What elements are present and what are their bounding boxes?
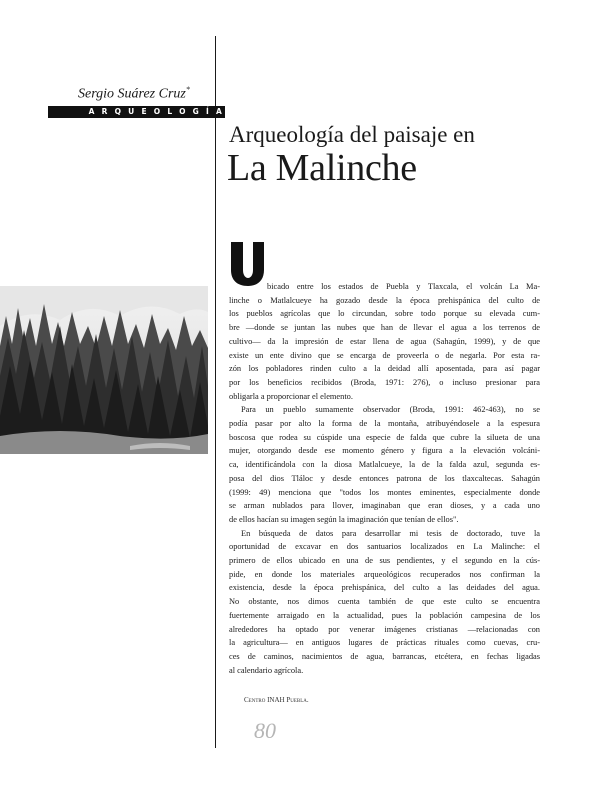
- body-line: se arman nublados para llover, imaginaban que eran dioses, y a cada uno: [229, 501, 540, 511]
- page-number: 80: [254, 718, 276, 743]
- vertical-rule: [215, 36, 216, 748]
- body-line: No obstante, nos dimos cuenta también de que este culto se encuentra: [229, 597, 540, 607]
- forest-photo: [0, 286, 208, 454]
- body-line: existe un ente divino que se encarga de proveerla o de negarla. Por esta ra-: [229, 350, 540, 360]
- section-banner: [48, 106, 229, 118]
- body-line: existencia, desde la época prehispánica, del culto a las deidades del agua.: [229, 583, 540, 593]
- body-line: podía pasar por alto la forma de la montaña, atribuyéndosele a la espesura: [229, 419, 540, 429]
- body-line: al calendario agrícola.: [229, 665, 304, 675]
- body-line: En búsqueda de datos para desarrollar mi tesis de doctorado, tuve la: [241, 528, 540, 538]
- body-line: la agricultura— en antiguos lugares de prácticas rituales como cuevas, cru-: [229, 638, 540, 648]
- body-line: linche o Matlalcueye ha gozado desde la época prehispánica del culto de: [229, 295, 540, 305]
- body-line: bre —donde se juntan las nubes que han de llevar el agua a los terrenos de: [229, 323, 540, 333]
- body-line: obligarla a proporcionar el elemento.: [229, 391, 353, 401]
- article-title-line-1: Arqueología del paisaje en: [229, 122, 475, 147]
- body-line: ces de caminos, nacimientos de agua, barrancas, etcétera, en fechas ligadas: [229, 651, 540, 661]
- body-line: oportunidad de excavar en dos santuarios localizados en La Malinche: el: [229, 542, 540, 552]
- body-line: mujer, otorgando desde ese momento género y figura a la elevación volcáni-: [229, 446, 540, 456]
- author-name: Sergio Suárez Cruz*: [78, 85, 190, 102]
- body-line: los pueblos agrícolas que lo circundan, sobre todo porque su elevada cum-: [229, 309, 540, 319]
- body-line: pide, en donde los materiales arqueológicos recuperados nos confirman la: [229, 569, 540, 579]
- body-line: fuertemente arraigado en la actualidad, pues la población campesina de los: [229, 610, 540, 620]
- article-title-line-2: La Malinche: [227, 147, 417, 189]
- body-line: boscosa que rodea su cúspide una especie de falda que cubre la silueta de una: [229, 432, 540, 442]
- body-line: alrededores ha optado por venerar imágenes cristianas —relacionadas con: [229, 624, 540, 634]
- body-line: bicado entre los estados de Puebla y Tlaxcala, el volcán La Ma-: [267, 282, 540, 291]
- body-line: ca, identificándola con la diosa Matlalcueye, la de la falda azul, segunda es-: [229, 460, 540, 470]
- body-line: cultivo— da la impresión de estar llena de agua (Sahagún, 1999), y de que: [229, 336, 540, 346]
- body-line: por los beneficios recibidos (Broda, 1971: 276), o incluso presionar para: [229, 377, 540, 387]
- body-line: posa del dios Tláloc y desde entonces patrona de los tlaxcaltecas. Sahagún: [229, 473, 540, 483]
- body-line: de ellos hacían su imagen según la imaginación que tenían de ellos".: [229, 514, 459, 524]
- article-body: [229, 280, 540, 677]
- body-line: zón los pobladores rinden culto a la deidad allí aposentada, para así pagar: [229, 364, 540, 374]
- body-line: Para un pueblo sumamente observador (Broda, 1991: 462-463), no se: [241, 405, 540, 415]
- body-line: (1999: 49) menciona que "todos los montes eminentes, especialmente donde: [229, 487, 540, 497]
- section-label: ARQUEOLOGÍA: [88, 107, 229, 116]
- footnote: Centro INAH Puebla.: [244, 696, 309, 704]
- body-line: primero de ellos ubicado en una de sus pendientes, y el segundo en la cús-: [229, 556, 540, 566]
